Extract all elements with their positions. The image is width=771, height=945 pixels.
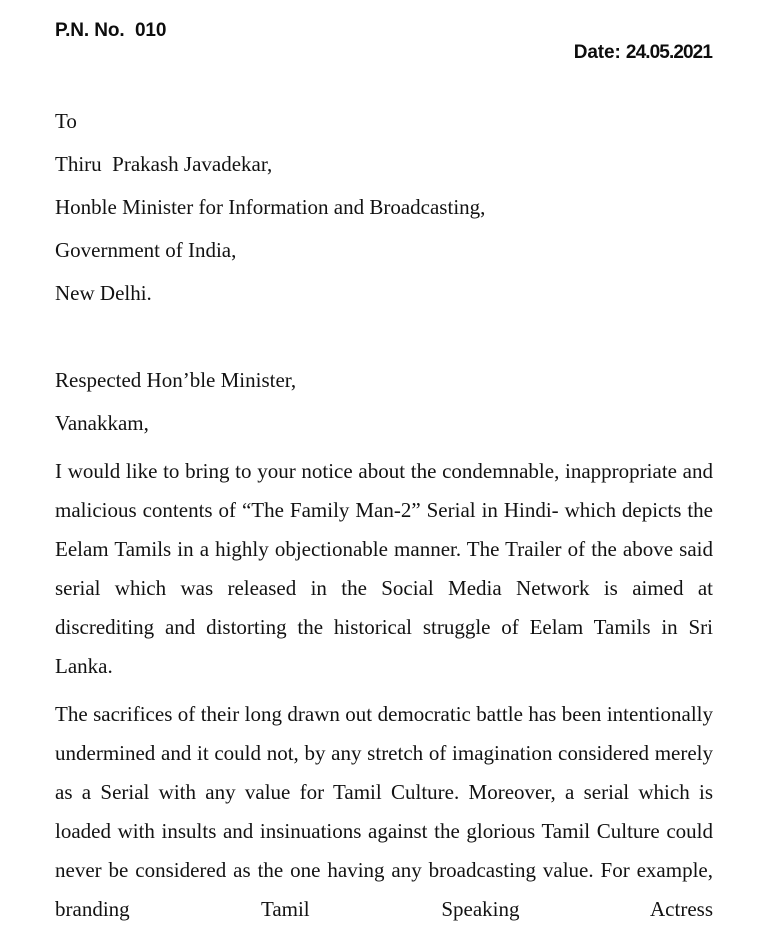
- reference-number: P.N. No. 010: [55, 20, 167, 41]
- salutation-vanakkam: Vanakkam,: [55, 411, 149, 435]
- salutation-block: [55, 359, 713, 445]
- body-paragraph: I would like to bring to your notice about the condemnable, inappropriate and malicious contents of “The Family Man-2” Serial in Hindi- which depicts the Eelam Tamils in a highly objectionable manner. The Trailer of the above said serial which was released in the Social Media Network is aimed at discrediting and distorting the historical struggle of Eelam Tamils in Sri Lanka.: [55, 459, 713, 678]
- address-to-label: To: [55, 109, 77, 133]
- letter-date: [543, 20, 712, 86]
- date-label: Date:: [573, 42, 621, 63]
- address-line: Government of India,: [55, 238, 237, 262]
- address-line: Honble Minister for Information and Broadcasting,: [55, 195, 486, 219]
- letter-header: [55, 20, 712, 86]
- date-value: 24.05.2021: [625, 42, 712, 63]
- recipient-address: [55, 100, 713, 315]
- letter-body: [55, 100, 713, 945]
- address-line: New Delhi.: [55, 281, 152, 305]
- body-paragraph: The sacrifices of their long drawn out democratic battle has been intentionally undermined and it could not, by any stretch of imagination considered merely as a Serial with any value for Tamil Culture. Moreover, a serial which is loaded with insults and insinuations against the glorious Tamil Culture could never be considered as the one having any broadcasting value. For example, branding Tamil Speaking Actress: [55, 702, 713, 921]
- salutation-greeting: Respected Hon’ble Minister,: [55, 368, 297, 392]
- address-line: Thiru Prakash Javadekar,: [55, 152, 273, 176]
